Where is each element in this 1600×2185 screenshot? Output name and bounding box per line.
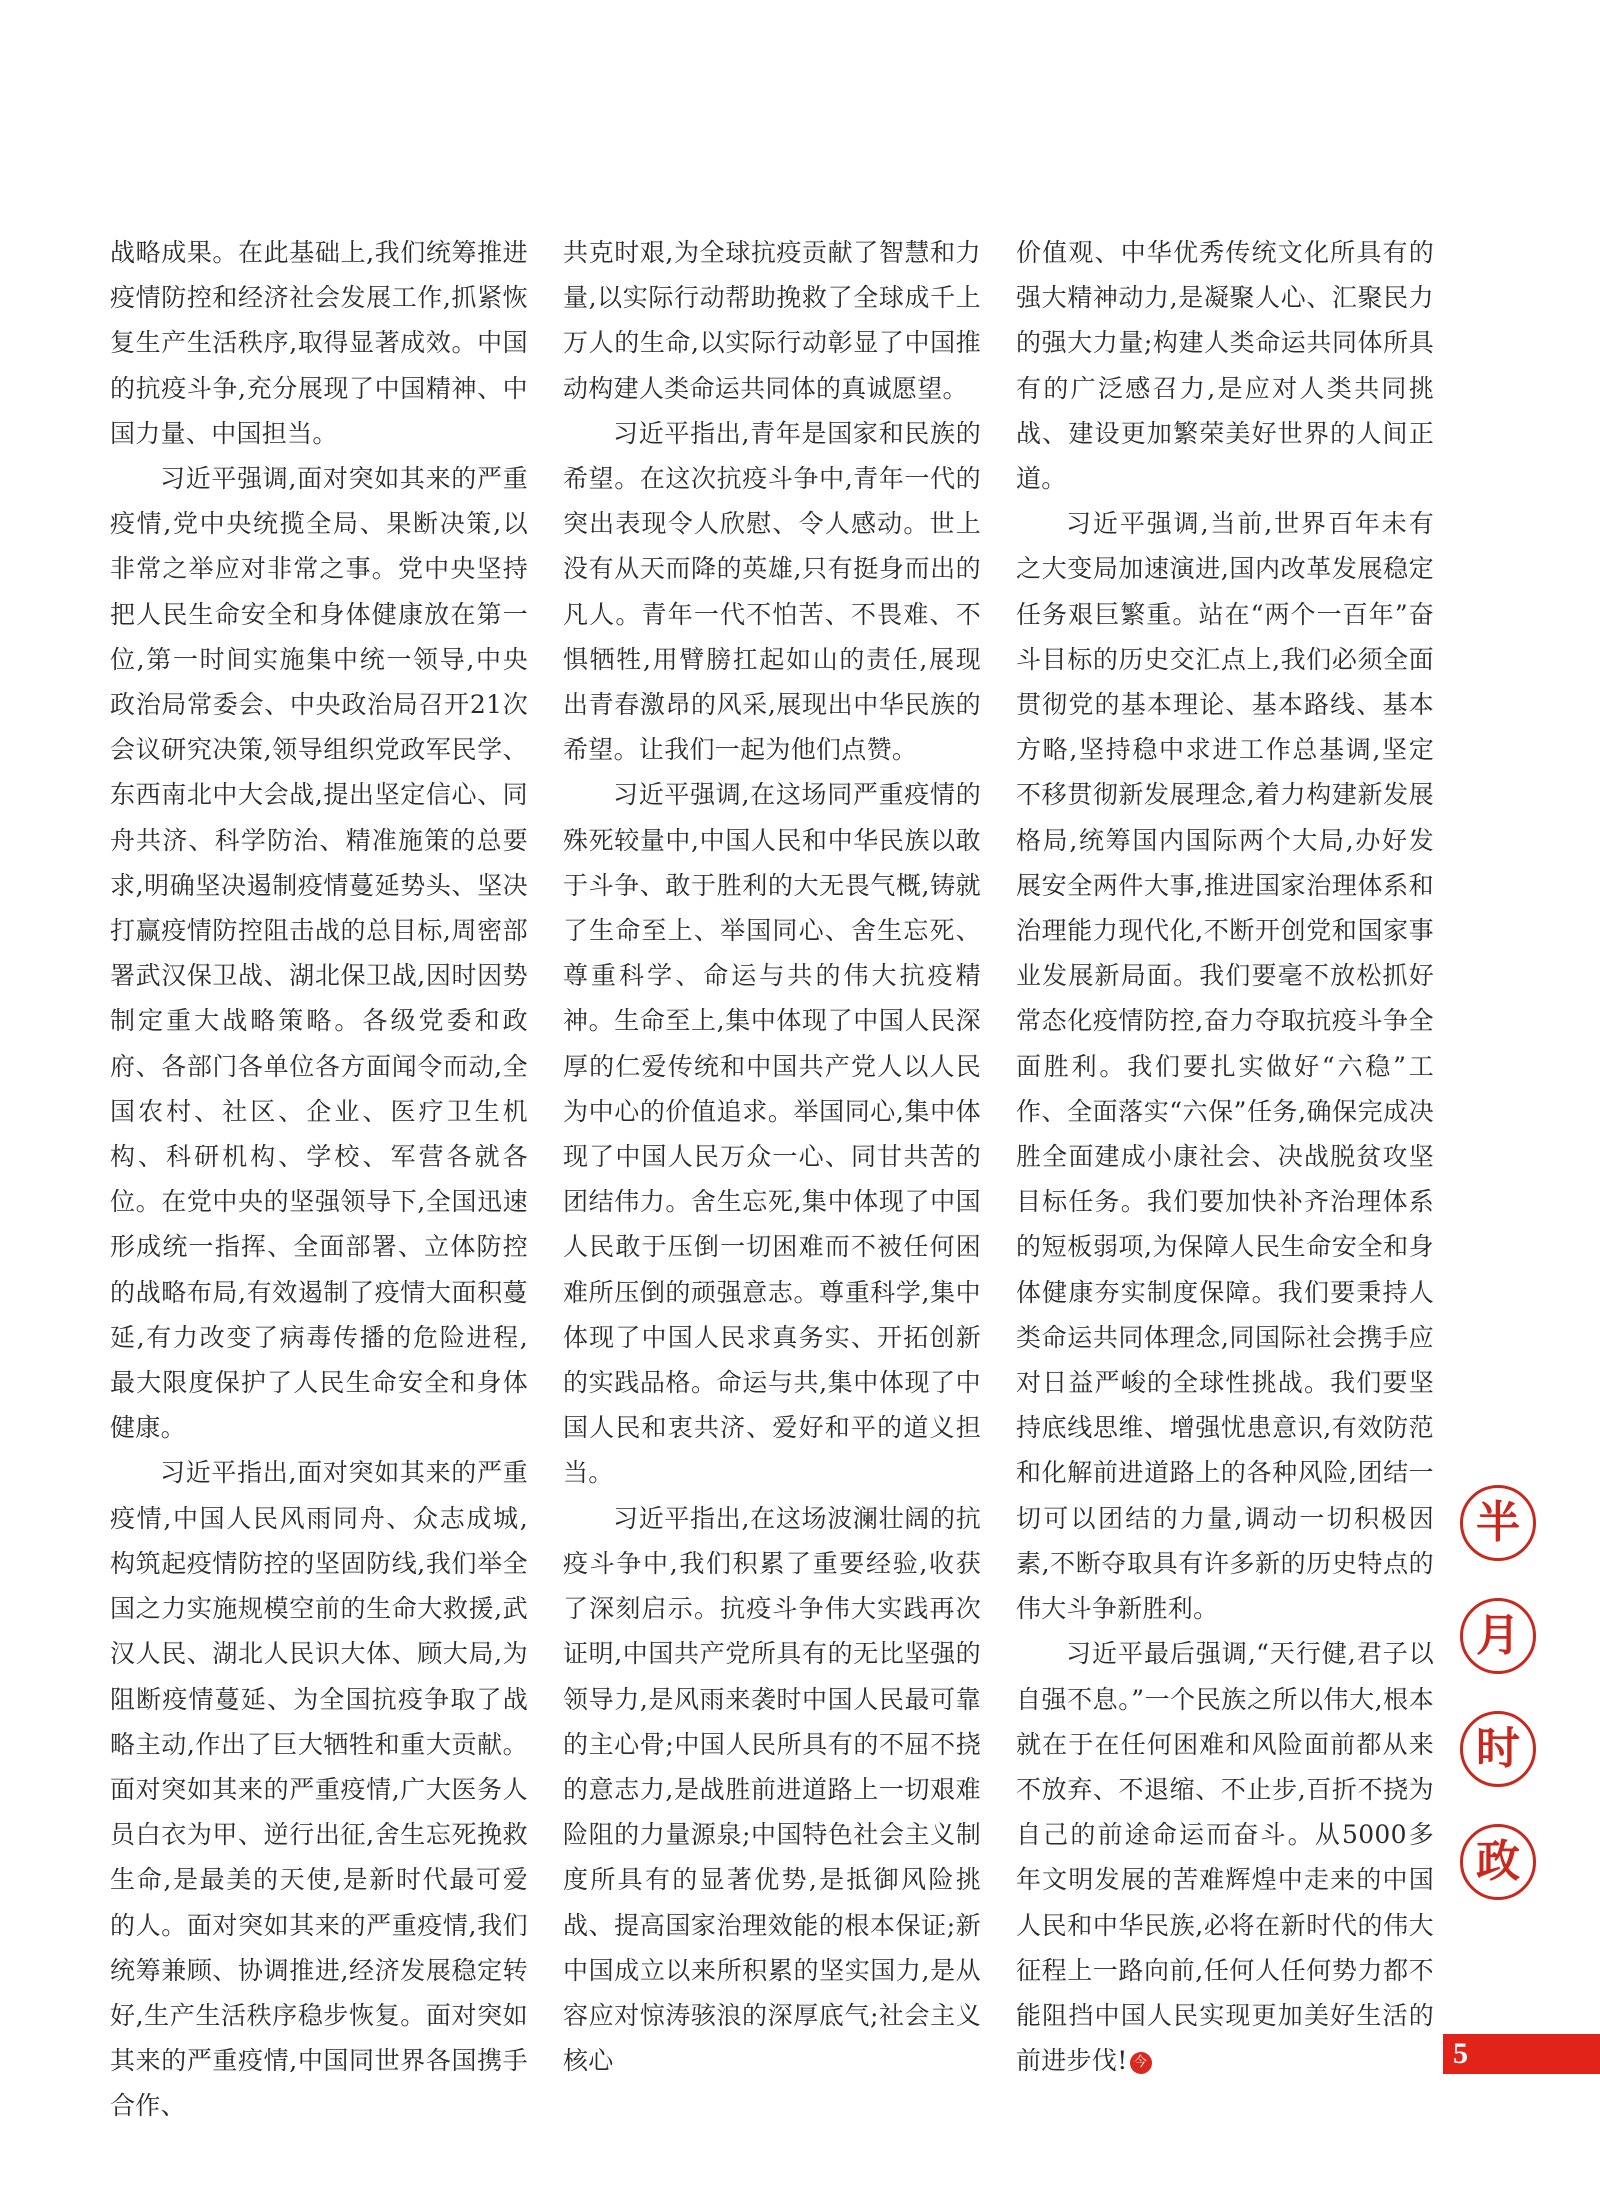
paragraph-final-text: 习近平最后强调,“天行健,君子以自强不息。”一个民族之所以伟大,根本就在于在任何困难和风险面前都从来不放弃、不退缩、不止步,百折不挠为自己的前途命运而奋斗。从5000多年文明发展的苦难辉煌中走来的中国人民和中华民族,必将在新时代的伟大征程上一路向前,任何人任何势力都不能阻挡中国人民实现更加美好生活的前进步伐! (1016, 1639, 1434, 2076)
paragraph: 习近平指出,面对突如其来的严重疫情,中国人民风雨同舟、众志成城,构筑起疫情防控的坚固防线,我们举全国之力实施规模空前的生命大救援,武汉人民、湖北人民识大体、顾大局,为阻断疫情蔓延、为全国抗疫争取了战略主动,作出了巨大牺牲和重大贡献。面对突如其来的严重疫情,广大医务人员白衣为甲、逆行出征,舍生忘死挽救生命,是最美的天使,是新时代最可爱的人。面对突如其来的严重疫情,我们统筹兼顾、协调推进,经济发展稳定转好,生产生活秩序稳步恢复。面对突如其来的严重疫情,中国同世界各国携手合作、 (110, 1458, 528, 2121)
paragraph: 习近平强调,当前,世界百年未有之大变局加速演进,国内改革发展稳定任务艰巨繁重。站在“两个一百年”奋斗目标的历史交汇点上,我们必须全面贯彻党的基本理论、基本路线、基本方略,坚持稳中求进工作总基调,坚定不移贯彻新发展理念,着力构建新发展格局,统筹国内国际两个大局,办好发展安全两件大事,推进国家治理体系和治理能力现代化,不断开创党和国家事业发展新局面。我们要毫不放松抓好常态化疫情防控,奋力夺取抗疫斗争全面胜利。我们要扎实做好“六稳”工作、全面落实“六保”任务,确保完成决胜全面建成小康社会、决战脱贫攻坚目标任务。我们要加快补齐治理体系的短板弱项,为保障人民生命安全和身体健康夯实制度保障。我们要秉持人类命运共同体理念,同国际社会携手应对日益严峻的全球性挑战。我们要坚持底线思维、增强忧患意识,有效防范和化解前进道路上的各种风险,团结一切可以团结的力量,调动一切积极因素,不断夺取具有许多新的历史特点的伟大斗争新胜利。 (1016, 509, 1434, 1624)
paragraph: 习近平指出,在这场波澜壮阔的抗疫斗争中,我们积累了重要经验,收获了深刻启示。抗疫斗争伟大实践再次证明,中国共产党所具有的无比坚强的领导力,是风雨来袭时中国人民最可靠的主心骨;中国人民所具有的不屈不挠的意志力,是战胜前进道路上一切艰难险阻的力量源泉;中国特色社会主义制度所具有的显著优势,是抵御风险挑战、提高国家治理效能的根本保证;新中国成立以来所积累的坚实国力,是从容应对惊涛骇浪的深厚底气;社会主义核心 (563, 1503, 981, 2076)
column-name-tag (1460, 1485, 1550, 1937)
article-column-3 (1016, 230, 1434, 2083)
paragraph-final (1016, 1631, 1434, 2083)
paragraph: 价值观、中华优秀传统文化所具有的强大精神动力,是凝聚人心、汇聚民力的强大力量;构建人类命运共同体所具有的广泛感召力,是应对人类共同挑战、建设更加繁荣美好世界的人间正道。 (1016, 238, 1434, 494)
column-tag-char: 月 (1460, 1598, 1536, 1674)
end-mark-icon: 今 (1130, 2052, 1152, 2074)
article-column-2 (563, 230, 981, 2083)
paragraph: 战略成果。在此基础上,我们统筹推进疫情防控和经济社会发展工作,抓紧恢复生产生活秩序,取得显著成效。中国的抗疫斗争,充分展现了中国精神、中国力量、中国担当。 (110, 238, 528, 448)
paragraph: 共克时艰,为全球抗疫贡献了智慧和力量,以实际行动帮助挽救了全球成千上万人的生命,以实际行动彰显了中国推动构建人类命运共同体的真诚愿望。 (563, 238, 981, 403)
page-number-bar (1443, 2034, 1600, 2074)
paragraph: 习近平指出,青年是国家和民族的希望。在这次抗疫斗争中,青年一代的突出表现令人欣慰、令人感动。世上没有从天而降的英雄,只有挺身而出的凡人。青年一代不怕苦、不畏难、不惧牺牲,用臂膀扛起如山的责任,展现出青春激昂的风采,展现出中华民族的希望。让我们一起为他们点赞。 (563, 418, 981, 765)
paragraph: 习近平强调,面对突如其来的严重疫情,党中央统揽全局、果断决策,以非常之举应对非常之事。党中央坚持把人民生命安全和身体健康放在第一位,第一时间实施集中统一领导,中央政治局常委会、中央政治局召开21次会议研究决策,领导组织党政军民学、东西南北中大会战,提出坚定信心、同舟共济、科学防治、精准施策的总要求,明确坚决遏制疫情蔓延势头、坚决打赢疫情防控阻击战的总目标,周密部署武汉保卫战、湖北保卫战,因时因势制定重大战略策略。各级党委和政府、各部门各单位各方面闻令而动,全国农村、社区、企业、医疗卫生机构、科研机构、学校、军营各就各位。在党中央的坚强领导下,全国迅速形成统一指挥、全面部署、立体防控的战略布局,有效遏制了疫情大面积蔓延,有力改变了病毒传播的危险进程,最大限度保护了人民生命安全和身体健康。 (110, 464, 528, 1443)
column-tag-char: 政 (1460, 1824, 1536, 1900)
paragraph: 习近平强调,在这场同严重疫情的殊死较量中,中国人民和中华民族以敢于斗争、敢于胜利的大无畏气概,铸就了生命至上、举国同心、舍生忘死、尊重科学、命运与共的伟大抗疫精神。生命至上,集中体现了中国人民深厚的仁爱传统和中国共产党人以人民为中心的价值追求。举国同心,集中体现了中国人民万众一心、同甘共苦的团结伟力。舍生忘死,集中体现了中国人民敢于压倒一切困难而不被任何困难所压倒的顽强意志。尊重科学,集中体现了中国人民求真务实、开拓创新的实践品格。命运与共,集中体现了中国人民和衷共济、爱好和平的道义担当。 (563, 780, 981, 1488)
column-tag-char: 半 (1460, 1485, 1536, 1561)
page-number: 5 (1453, 2037, 1468, 2070)
article-column-1 (110, 230, 528, 2129)
column-tag-char: 时 (1460, 1711, 1536, 1787)
